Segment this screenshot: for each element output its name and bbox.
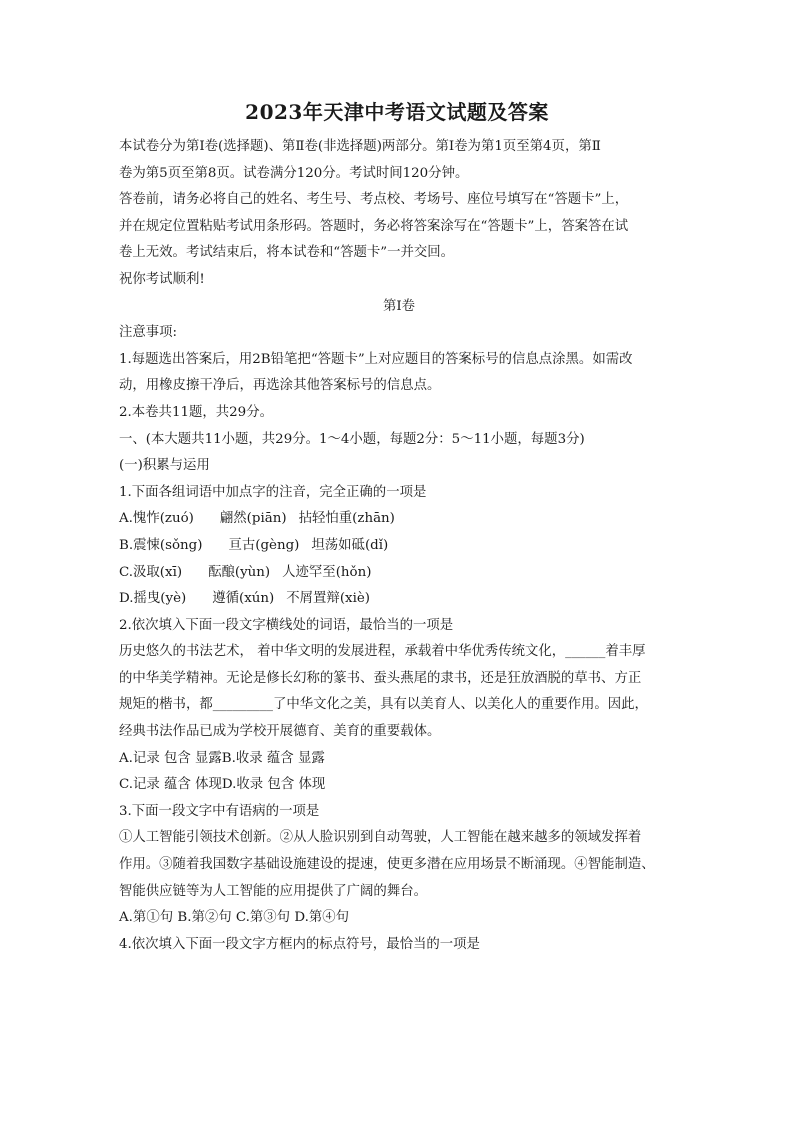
- document-body: [119, 134, 679, 958]
- question-4-stem: 4.依次填入下面一段文字方框内的标点符号，最恰当的一项是: [119, 936, 480, 952]
- q2-options-line: A.记录 包含 显露B.收录 蕴含 显露: [119, 750, 325, 766]
- option-word-1: D.摇曳(yè): [119, 591, 187, 607]
- q3-passage-line: 智能供应链等为人工智能的应用提供了广阔的舞台。: [119, 883, 427, 899]
- option-word-3: 不屑置辩(xiè): [286, 591, 371, 607]
- option-word-3: 人迹罕至(hǒn): [282, 564, 372, 580]
- option-word-3: 坦荡如砥(dǐ): [311, 537, 389, 553]
- q2-passage-line: 的中华美学精神。无论是修长幻称的篆书、蚕头燕尾的隶书，还是狂放酒脱的草书、方正: [119, 670, 642, 686]
- q1-option-a: [119, 506, 679, 533]
- option-word-1: B.震悚(sǒng): [119, 537, 203, 553]
- document-title: 2023年天津中考语文试题及答案: [245, 100, 549, 124]
- intro-line: 本试卷分为第Ⅰ卷(选择题)、第Ⅱ卷(非选择题)两部分。第Ⅰ卷为第1页至第4页，第Ⅱ: [119, 139, 601, 154]
- part-heading: 一、(本大题共11小题，共29分。1～4小题，每题2分：5～11小题，每题3分): [119, 431, 585, 447]
- intro-line: 祝你考试顺利!: [119, 271, 205, 287]
- q2-options-line: C.记录 蕴含 体现D.收录 包含 体现: [119, 777, 326, 793]
- option-word-2: 遵循(xún): [212, 591, 275, 607]
- q1-option-c: [119, 560, 679, 587]
- note-line: 2.本卷共11题，共29分。: [119, 404, 273, 420]
- q1-option-b: [119, 533, 679, 560]
- question-1-stem: 1.下面各组词语中加点字的注音，完全正确的一项是: [119, 484, 427, 500]
- option-word-2: 亘古(gèng): [228, 537, 300, 553]
- q2-passage-line: 经典书法作品已成为学校开展德育、美育的重要载体。: [119, 724, 441, 740]
- q1-option-d: [119, 586, 679, 613]
- option-word-2: 翩然(piān): [219, 511, 287, 527]
- note-line: 动，用橡皮擦干净后，再选涂其他答案标号的信息点。: [119, 378, 441, 394]
- option-word-1: C.汲取(xī): [119, 564, 183, 580]
- question-3-stem: 3.下面一段文字中有语病的一项是: [119, 803, 320, 819]
- intro-line: 卷上无效。考试结束后，将本试卷和“答题卡”一并交回。: [119, 245, 455, 261]
- q3-passage-line: 作用。③随着我国数字基础设施建设的提速，使更多潜在应用场景不断涌现。④智能制造、: [119, 857, 655, 873]
- q3-options-line: A.第①句 B.第②句 C.第③句 D.第④句: [119, 910, 350, 926]
- intro-line: 并在规定位置粘贴考试用条形码。答题时，务必将答案涂写在“答题卡”上，答案答在试: [119, 218, 629, 234]
- section-heading: 第Ⅰ卷: [382, 298, 416, 314]
- intro-line: 卷为第5页至第8页。试卷满分120分。考试时间120分钟。: [119, 165, 469, 181]
- intro-line: 答卷前，请务必将自己的姓名、考生号、考点校、考场号、座位号填写在“答题卡”上，: [119, 192, 629, 208]
- q3-passage-line: ①人工智能引领技术创新。②从人脸识别到自动驾驶，人工智能在越来越多的领域发挥着: [119, 830, 642, 846]
- option-word-3: 拈轻怕重(zhān): [298, 511, 395, 527]
- option-word-2: 酝酿(yùn): [208, 564, 271, 580]
- q2-passage-line: 规矩的楷书，都_________了中华文化之美，具有以美育人、以美化人的重要作用。因此，: [119, 697, 648, 713]
- notes-heading: 注意事项:: [119, 325, 178, 341]
- note-line: 1.每题选出答案后，用2B铅笔把“答题卡”上对应题目的答案标号的信息点涂黑。如需改: [119, 351, 633, 367]
- option-word-1: A.愧怍(zuó): [119, 511, 194, 527]
- subsection-heading: (一)积累与运用: [119, 458, 210, 474]
- q2-passage-line: 历史悠久的书法艺术， 着中华文明的发展进程，承载着中华优秀传统文化，______着丰厚: [119, 644, 646, 660]
- question-2-stem: 2.依次填入下面一段文字横线处的词语，最恰当的一项是: [119, 617, 454, 633]
